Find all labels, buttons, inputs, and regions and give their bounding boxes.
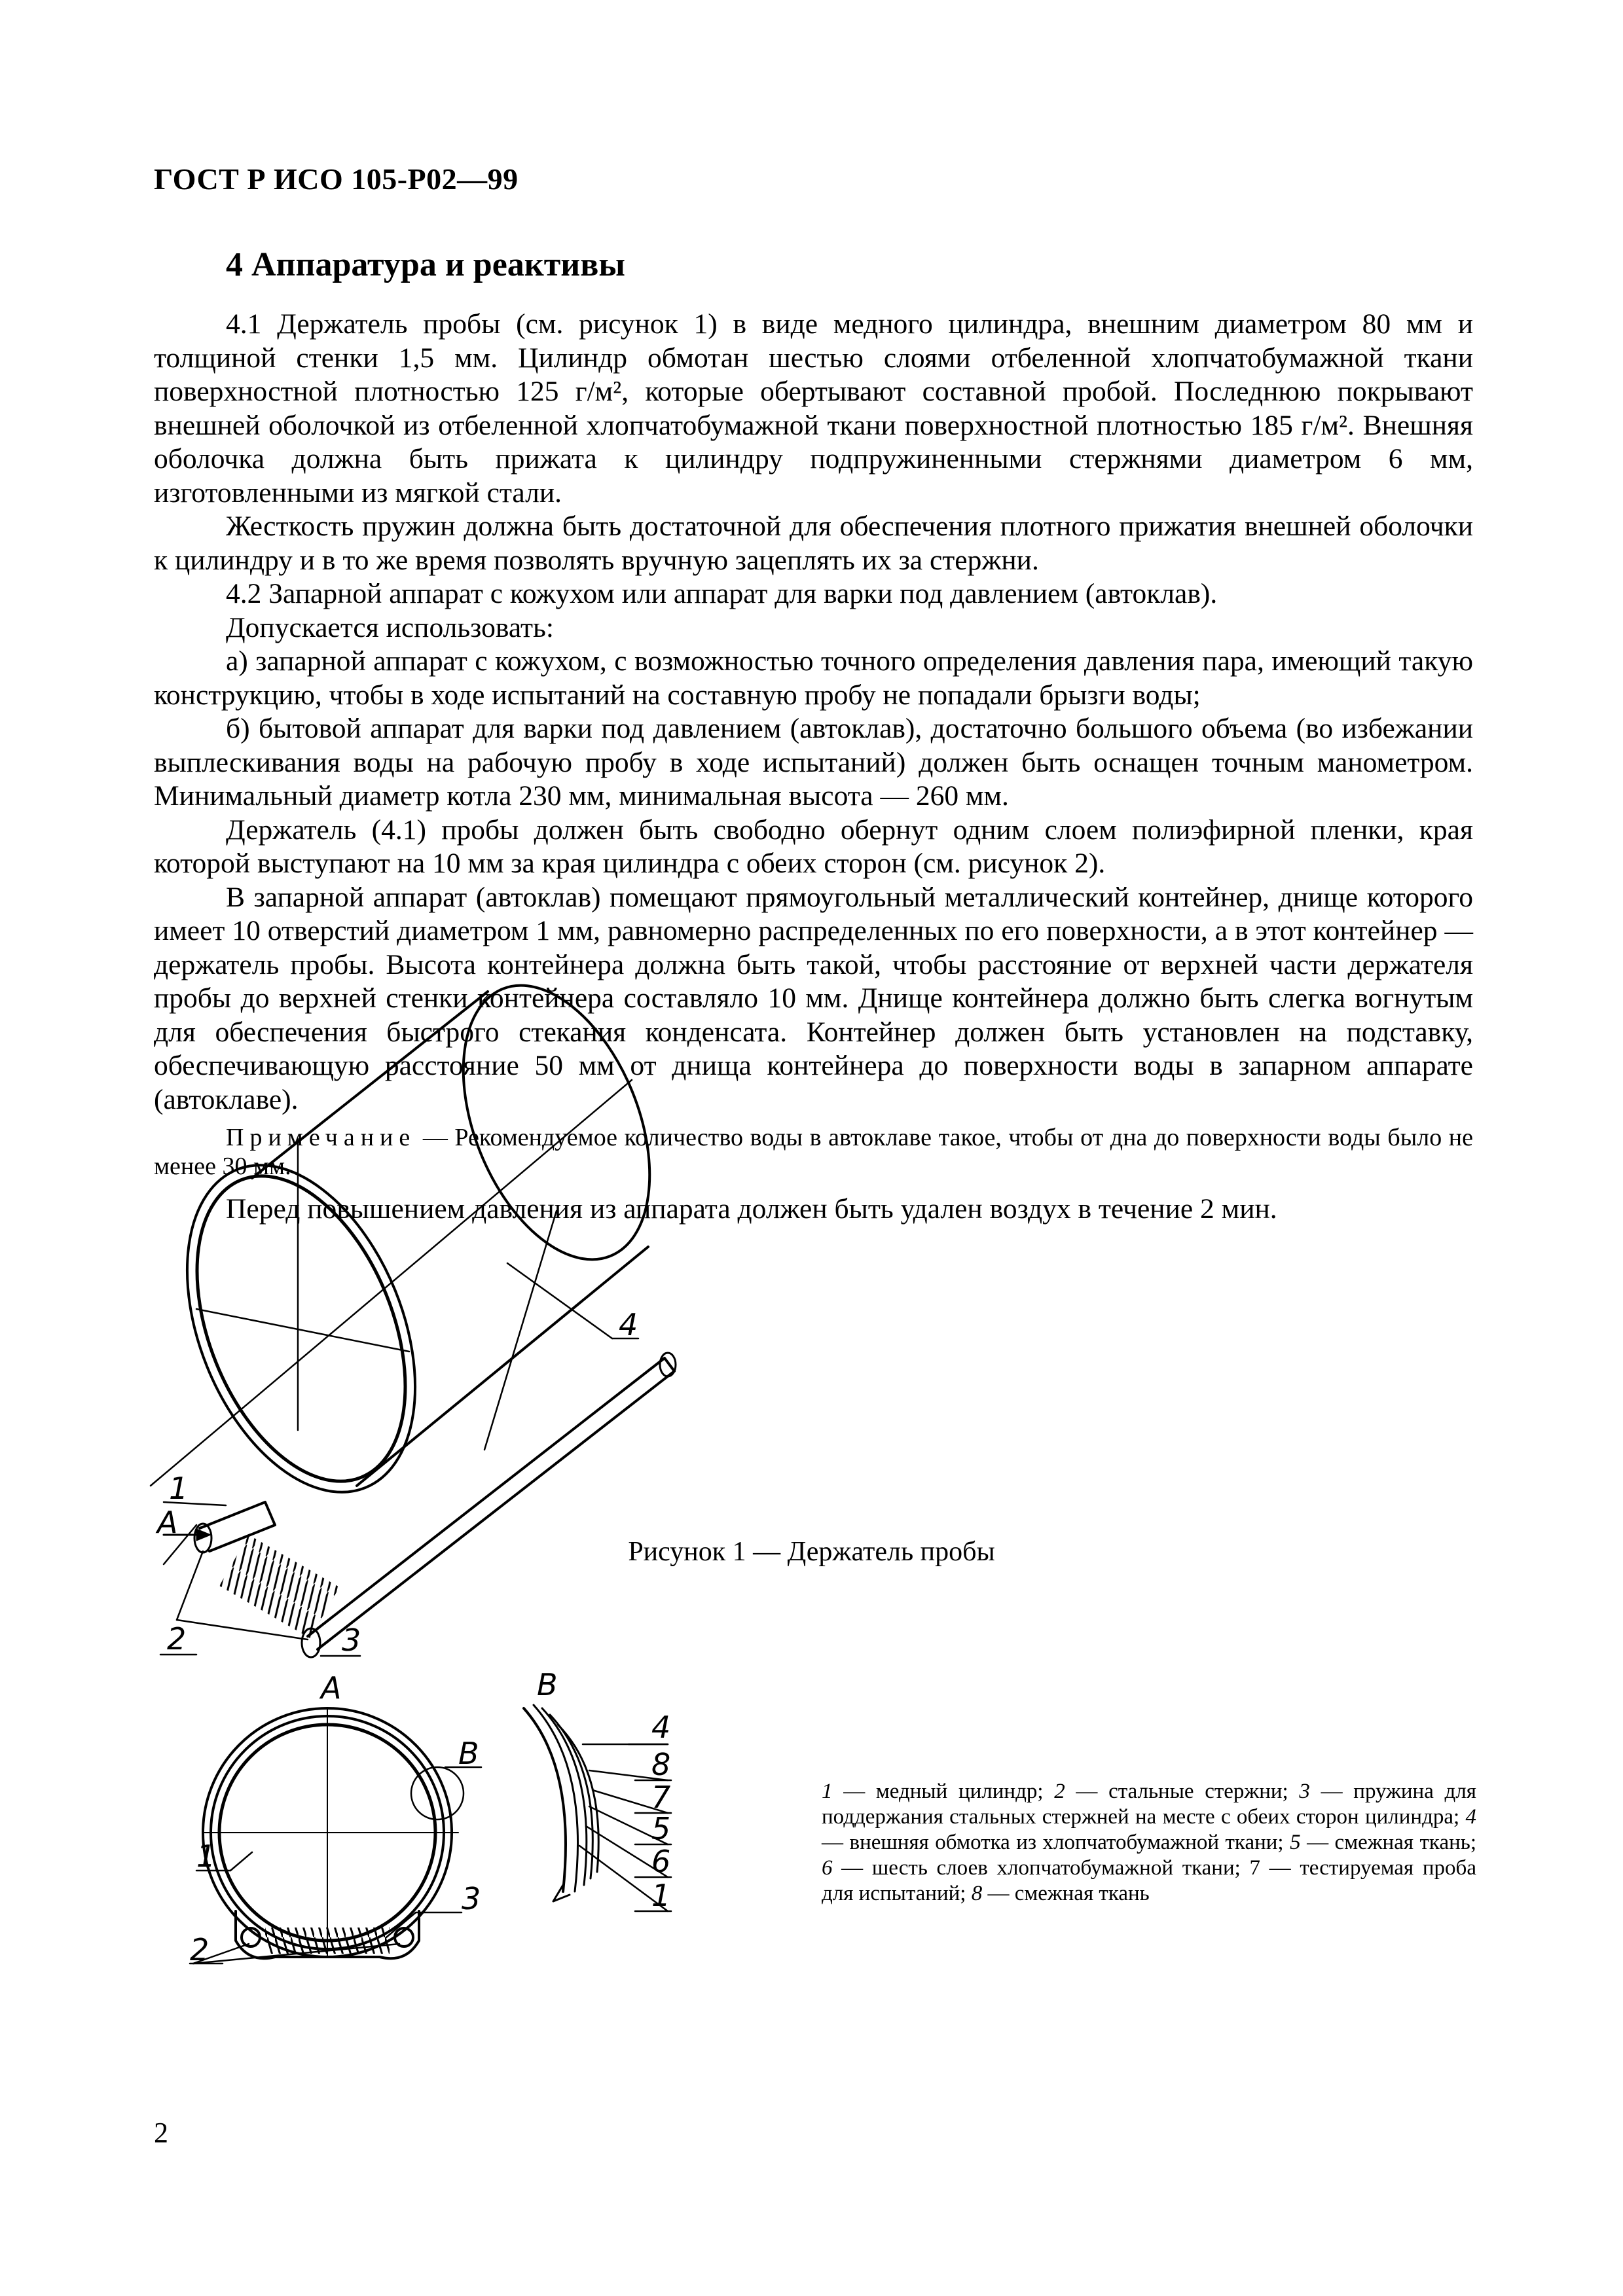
label-detail-6: 6 [651,1844,671,1879]
paragraph-4-2: 4.2 Запарной аппарат с кожухом или аппарат для варки под давлением (автоклав). [226,578,1218,609]
note [154,1123,1473,1181]
label-section-3: 3 [462,1881,481,1916]
label-top-1: 1 [169,1471,189,1506]
page-number: 2 [154,2117,168,2149]
legend-num-1: 1 [822,1780,833,1803]
legend-num-3: 3 [1299,1780,1310,1803]
cross-section-a [190,1708,481,1964]
legend-text-3: — пружина для поддержания стальных стержней на месте с обеих сторон цилиндра; [822,1780,1476,1829]
legend-text-1: — медный цилиндр; [832,1780,1055,1803]
label-section-2: 2 [190,1932,210,1967]
label-top-3: 3 [342,1623,361,1658]
document-header: ГОСТ Р ИСО 105-Р02—99 [154,162,519,196]
paragraph-air-removal: Перед повышением давления из аппарата должен быть удален воздух в течение 2 мин. [226,1193,1277,1225]
paragraph-4-1: 4.1 Держатель пробы (см. рисунок 1) в виде медного цилиндра, внешним диаметром 80 мм и толщиной стенки 1,5 мм. Цилиндр обмотан шестью слоями отбеленной хлопчатобумажной ткани поверхностной плотностью 125 г/м², которые обертывают составной пробой. Последнюю покрывают внешней оболочкой из отбеленной хлопчатобумажной ткани поверхностной плотностью 185 г/м². Внешняя оболочка должна быть прижата к цилиндру подпружиненными стержнями диаметром 6 мм, изготовленными из мягкой стали. [154,308,1473,509]
label-detail-1: 1 [651,1878,671,1913]
label-detail-7: 7 [651,1780,671,1815]
figure-legend [822,1779,1476,1907]
note-text: — Рекомендуемое количество воды в автоклаве такое, чтобы от дна до поверхности воды было не менее 30 мм. [154,1124,1473,1180]
label-top-4: 4 [619,1307,638,1342]
label-section-a: A [321,1670,342,1706]
legend-num-8: 8 [971,1882,983,1905]
legend-num-6: 6 [822,1856,833,1880]
label-top-a: A [157,1505,178,1540]
label-detail-4: 4 [651,1710,671,1745]
legend-text-2: — стальные стержни; [1065,1780,1300,1803]
section-title: 4 Аппаратура и реактивы [226,246,625,283]
label-detail-5: 5 [651,1811,671,1846]
note-label: Примечание [226,1124,416,1151]
legend-text-4: — внешняя обмотка из хлопчатобумажной ткани; [822,1831,1290,1854]
body-text [154,308,1473,1227]
paragraph-springs: Жесткость пружин должна быть достаточной для обеспечения плотного прижатия внешней оболочки к цилиндру и в то же время позволять вручную зацеплять их за стержни. [154,511,1473,576]
paragraph-allowed: Допускается использовать: [226,611,554,643]
paragraph-holder-film: Держатель (4.1) пробы должен быть свободно обернут одним слоем полиэфирной пленки, края которой выступают на 10 мм за края цилиндра с обеих сторон (см. рисунок 2). [154,814,1473,879]
legend-num-2: 2 [1054,1780,1065,1803]
paragraph-container: В запарной аппарат (автоклав) помещают прямоугольный металлический контейнер, днище которого имеет 10 отверстий диаметром 1 мм, равномерно распределенных по его поверхности, а в этот контейнер — держатель пробы. Высота контейнера должна быть такой, чтобы расстояние от верхней части держателя пробы до верхней стенки контейнера составляло 10 мм. Днище контейнера должно быть слегка вогнутым для обеспечения быстрого стекания конденсата. Контейнер должен быть установлен на подставку, обеспечивающую расстояние 50 мм от днища контейнера до поверхности воды в запарном аппарате (автоклаве). [154,881,1473,1115]
legend-num-4: 4 [1465,1805,1476,1829]
detail-b [524,1705,671,1911]
label-detail-b: B [537,1667,558,1702]
legend-text-5: — смежная ткань; [1300,1831,1476,1854]
paragraph-item-a: а) запарной аппарат с кожухом, с возможностью точного определения давления пара, имеющий такую конструкцию, чтобы в ходе испытаний на составную пробу не попадали брызги воды; [154,645,1473,711]
legend-text-6: — шесть слоев хлопчатобумажной ткани; 7 — тестируемая проба для испытаний; [822,1856,1476,1905]
legend-num-5: 5 [1290,1831,1301,1854]
paragraph-item-b: б) бытовой аппарат для варки под давлением (автоклав), достаточно большого объема (во избежании выплескивания воды на рабочую пробу в ходе испытаний) должен быть оснащен точным манометром. Минимальный диаметр котла 230 мм, минимальная высота — 260 мм. [154,713,1473,812]
label-section-1: 1 [196,1839,216,1874]
legend-text-8: — смежная ткань [982,1882,1150,1905]
label-section-b: B [458,1736,479,1771]
figure-caption: Рисунок 1 — Держатель пробы [628,1537,995,1567]
label-top-2: 2 [167,1621,187,1657]
label-detail-8: 8 [651,1747,671,1782]
